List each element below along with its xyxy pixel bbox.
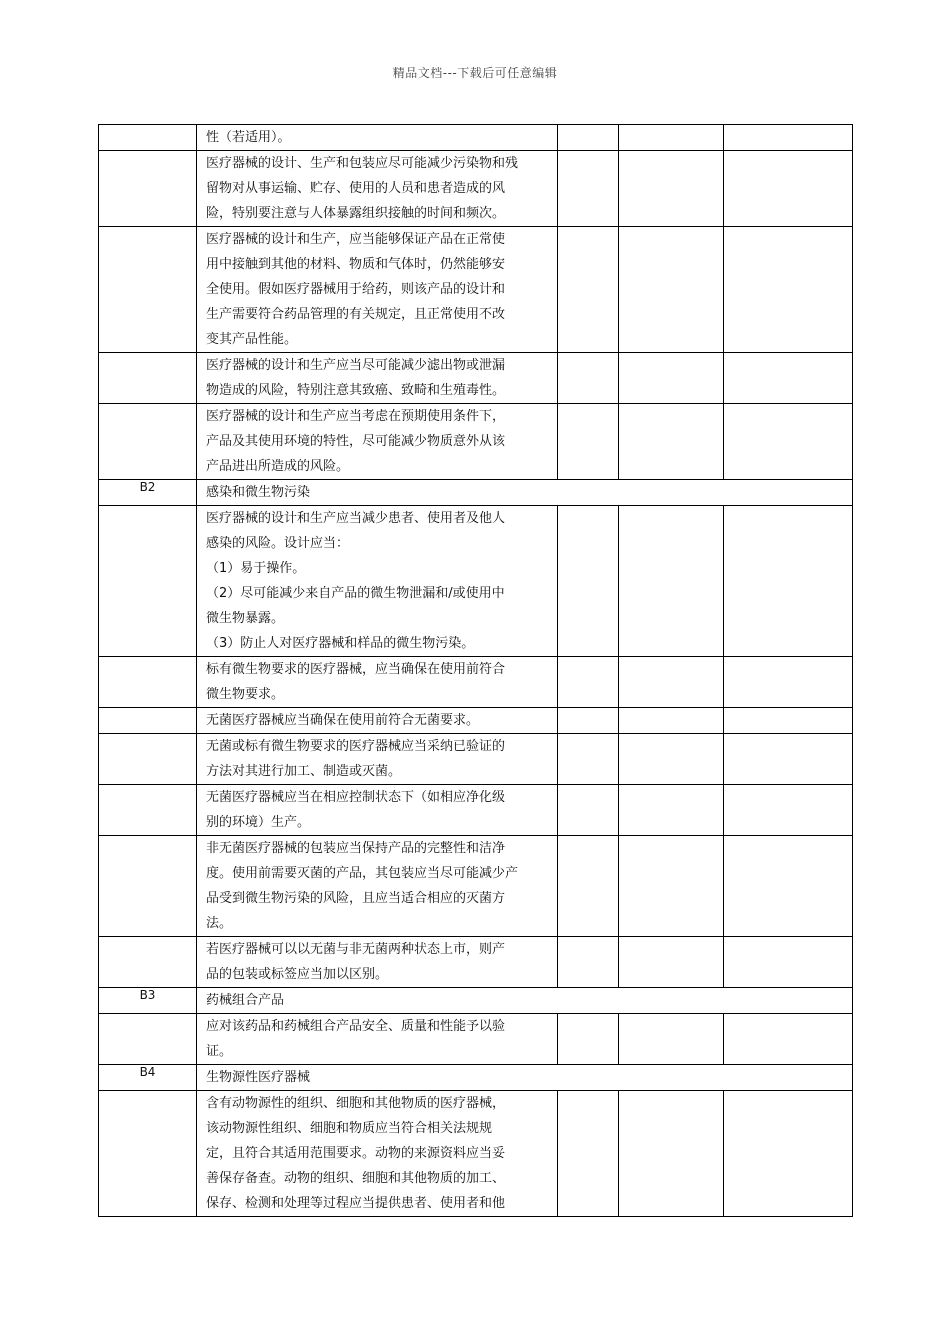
section-title: 药械组合产品 xyxy=(206,993,285,1008)
section-title-cell xyxy=(197,988,853,1014)
applicability-cell xyxy=(558,506,619,657)
section-title: 生物源性医疗器械 xyxy=(206,1070,311,1085)
requirement-cell xyxy=(197,937,558,988)
evidence-cell xyxy=(724,937,853,988)
method-cell xyxy=(619,353,724,404)
requirement-text: 医疗器械的设计和生产应当减少患者、使用者及他人 感染的风险。设计应当： （1）易于操作。 （2）尽可能减少来自产品的微生物泄漏和/或使用中 微生物暴露。 （3）防止人对医疗器械和样品的微生物污染。 xyxy=(206,511,506,651)
requirement-cell xyxy=(197,657,558,708)
table-row xyxy=(99,785,853,836)
applicability-cell xyxy=(558,404,619,480)
table-row xyxy=(99,506,853,657)
section-code xyxy=(99,404,197,480)
section-code xyxy=(99,151,197,227)
method-cell xyxy=(619,404,724,480)
requirement-cell xyxy=(197,125,558,151)
requirement-text: 无菌医疗器械应当确保在使用前符合无菌要求。 xyxy=(206,713,480,728)
table-row xyxy=(99,151,853,227)
section-row xyxy=(99,1065,853,1091)
table-row xyxy=(99,708,853,734)
requirement-cell xyxy=(197,506,558,657)
table-row xyxy=(99,1091,853,1217)
table-row xyxy=(99,227,853,353)
section-code xyxy=(99,836,197,937)
applicability-cell xyxy=(558,151,619,227)
method-cell xyxy=(619,708,724,734)
evidence-cell xyxy=(724,657,853,708)
method-cell xyxy=(619,734,724,785)
requirement-text: 无菌或标有微生物要求的医疗器械应当采纳已验证的 方法对其进行加工、制造或灭菌。 xyxy=(206,739,506,779)
requirements-table xyxy=(98,124,853,1217)
section-code: B3 xyxy=(99,988,197,1014)
method-cell xyxy=(619,151,724,227)
method-cell xyxy=(619,937,724,988)
applicability-cell xyxy=(558,125,619,151)
applicability-cell xyxy=(558,1091,619,1217)
table-row xyxy=(99,1014,853,1065)
requirement-text: 含有动物源性的组织、细胞和其他物质的医疗器械， 该动物源性组织、细胞和物质应当符合相关法规规 定，且符合其适用范围要求。动物的来源资料应当妥 善保存备查。动物的组织、细胞和其他物质的加工、 保存、检测和处理等过程应当提供患者、使用者和他 xyxy=(206,1096,506,1211)
table-row xyxy=(99,657,853,708)
evidence-cell xyxy=(724,708,853,734)
evidence-cell xyxy=(724,836,853,937)
requirement-cell xyxy=(197,785,558,836)
applicability-cell xyxy=(558,708,619,734)
section-code xyxy=(99,734,197,785)
page-header: 精品文档---下载后可任意编辑 xyxy=(392,66,558,80)
method-cell xyxy=(619,1014,724,1065)
section-title-cell xyxy=(197,1065,853,1091)
method-cell xyxy=(619,506,724,657)
requirement-text: 医疗器械的设计和生产，应当能够保证产品在正常使 用中接触到其他的材料、物质和气体时，仍然能够安 全使用。假如医疗器械用于给药，则该产品的设计和 生产需要符合药品管理的有关规定，且正常使用不改 变其产品性能。 xyxy=(206,232,506,347)
section-code xyxy=(99,506,197,657)
applicability-cell xyxy=(558,227,619,353)
requirement-text: 应对该药品和药械组合产品安全、质量和性能予以验 证。 xyxy=(206,1019,506,1059)
evidence-cell xyxy=(724,227,853,353)
applicability-cell xyxy=(558,785,619,836)
method-cell xyxy=(619,785,724,836)
requirement-text: 性（若适用）。 xyxy=(206,130,291,145)
requirement-cell xyxy=(197,1014,558,1065)
evidence-cell xyxy=(724,151,853,227)
section-code: B4 xyxy=(99,1065,197,1091)
evidence-cell xyxy=(724,506,853,657)
section-title-cell xyxy=(197,480,853,506)
evidence-cell xyxy=(724,353,853,404)
requirement-text: 医疗器械的设计、生产和包装应尽可能减少污染物和残 留物对从事运输、贮存、使用的人员和患者造成的风 险，特别要注意与人体暴露组织接触的时间和频次。 xyxy=(206,156,519,221)
section-code xyxy=(99,1091,197,1217)
table-row xyxy=(99,125,853,151)
section-code xyxy=(99,227,197,353)
section-row xyxy=(99,988,853,1014)
section-code xyxy=(99,1014,197,1065)
method-cell xyxy=(619,657,724,708)
table-row xyxy=(99,353,853,404)
table-row xyxy=(99,734,853,785)
requirement-cell xyxy=(197,1091,558,1217)
requirement-cell xyxy=(197,227,558,353)
requirement-text: 无菌医疗器械应当在相应控制状态下（如相应净化级 别的环境）生产。 xyxy=(206,790,506,830)
evidence-cell xyxy=(724,1091,853,1217)
requirement-text: 医疗器械的设计和生产应当考虑在预期使用条件下， 产品及其使用环境的特性，尽可能减少物质意外从该 产品进出所造成的风险。 xyxy=(206,409,506,474)
table-row xyxy=(99,404,853,480)
table-row xyxy=(99,937,853,988)
requirement-cell xyxy=(197,353,558,404)
evidence-cell xyxy=(724,734,853,785)
requirement-cell xyxy=(197,404,558,480)
requirement-text: 医疗器械的设计和生产应当尽可能减少滤出物或泄漏 物造成的风险，特别注意其致癌、致畸和生殖毒性。 xyxy=(206,358,506,398)
requirements-table-body xyxy=(99,125,853,1217)
section-row xyxy=(99,480,853,506)
applicability-cell xyxy=(558,937,619,988)
section-code xyxy=(99,937,197,988)
applicability-cell xyxy=(558,1014,619,1065)
evidence-cell xyxy=(724,785,853,836)
applicability-cell xyxy=(558,836,619,937)
applicability-cell xyxy=(558,657,619,708)
section-code xyxy=(99,785,197,836)
section-code: B2 xyxy=(99,480,197,506)
applicability-cell xyxy=(558,353,619,404)
method-cell xyxy=(619,227,724,353)
section-code xyxy=(99,125,197,151)
method-cell xyxy=(619,836,724,937)
method-cell xyxy=(619,1091,724,1217)
evidence-cell xyxy=(724,1014,853,1065)
evidence-cell xyxy=(724,125,853,151)
table-row xyxy=(99,836,853,937)
requirement-text: 标有微生物要求的医疗器械，应当确保在使用前符合 微生物要求。 xyxy=(206,662,506,702)
requirement-text: 若医疗器械可以以无菌与非无菌两种状态上市，则产 品的包装或标签应当加以区别。 xyxy=(206,942,506,982)
requirement-cell xyxy=(197,151,558,227)
section-code xyxy=(99,708,197,734)
requirement-cell xyxy=(197,836,558,937)
section-code xyxy=(99,657,197,708)
section-title: 感染和微生物污染 xyxy=(206,485,311,500)
method-cell xyxy=(619,125,724,151)
applicability-cell xyxy=(558,734,619,785)
evidence-cell xyxy=(724,404,853,480)
requirement-cell xyxy=(197,708,558,734)
requirement-text: 非无菌医疗器械的包装应当保持产品的完整性和洁净 度。使用前需要灭菌的产品，其包装应当尽可能减少产 品受到微生物污染的风险，且应当适合相应的灭菌方 法。 xyxy=(206,841,519,931)
section-code xyxy=(99,353,197,404)
requirement-cell xyxy=(197,734,558,785)
